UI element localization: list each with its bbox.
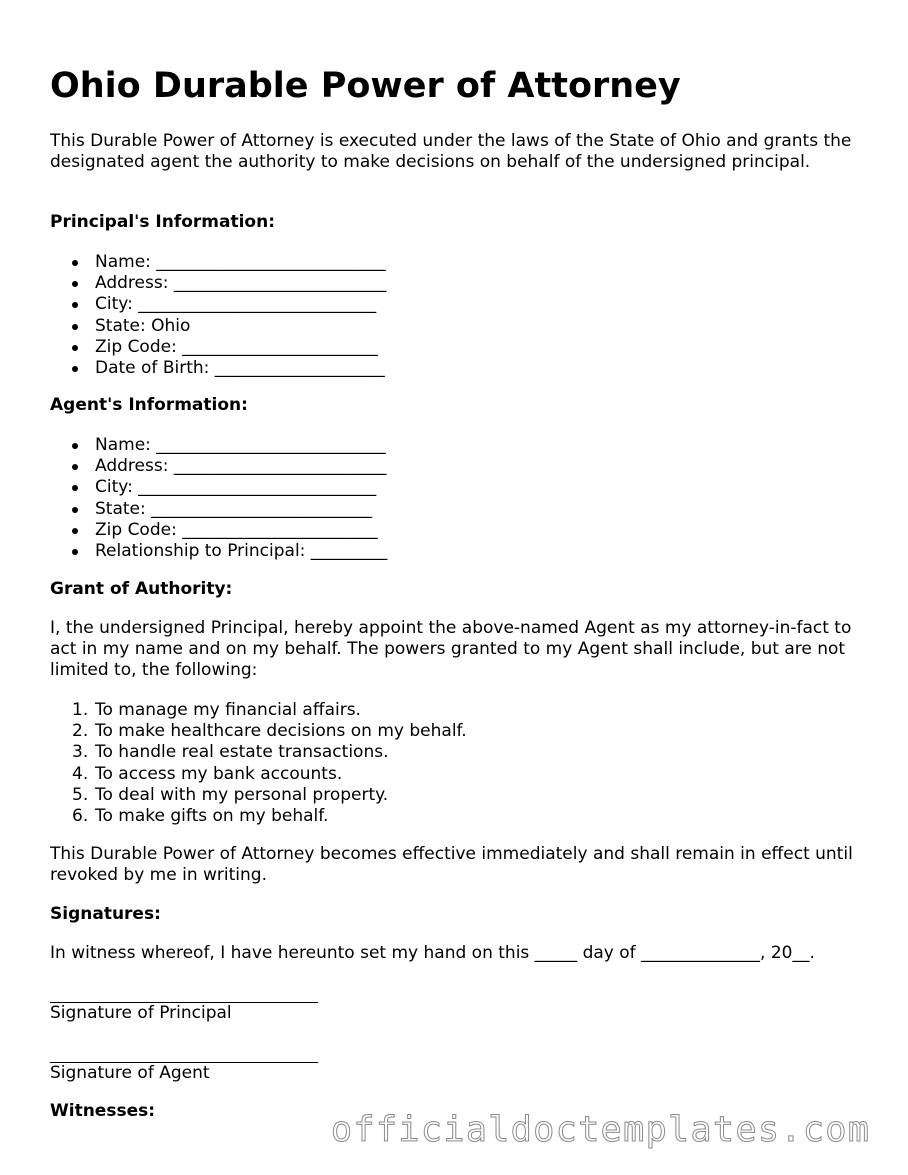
principal-address-field: Address: _________________________: [95, 273, 387, 294]
agent-info-list: [50, 435, 387, 562]
agent-state-field: State: __________________________: [95, 498, 373, 519]
power-text: To deal with my personal property.: [95, 784, 389, 805]
bullet-icon: [72, 260, 78, 266]
list-item: [50, 273, 386, 294]
principal-info-list: [50, 252, 386, 379]
list-item: [50, 700, 467, 721]
authority-heading: Grant of Authority:: [50, 579, 233, 599]
witness-statement: In witness whereof, I have hereunto set my hand on this _____ day of ______________, 20__.: [50, 943, 815, 963]
list-item: [50, 456, 387, 477]
agent-heading: Agent's Information:: [50, 395, 248, 415]
bullet-icon: [72, 281, 78, 287]
list-item: [50, 316, 386, 337]
list-number: 6.: [72, 806, 89, 827]
agent-name-field: Name: ___________________________: [95, 435, 386, 455]
principal-dob-field: Date of Birth: ____________________: [95, 358, 385, 379]
principal-name-field: Name: ___________________________: [95, 252, 386, 272]
authority-paragraph: I, the undersigned Principal, hereby appoint the above-named Agent as my attorney-in-fact to act in my name and on my behalf. The powers granted to my Agent shall include, but are not limited to, the following:: [50, 618, 852, 681]
signatures-heading: Signatures:: [50, 904, 161, 924]
principal-zip-field: Zip Code: _______________________: [95, 336, 378, 357]
document-title: Ohio Durable Power of Attorney: [50, 66, 681, 106]
power-text: To make gifts on my behalf.: [95, 806, 329, 827]
power-text: To make healthcare decisions on my behalf.: [95, 721, 467, 742]
list-number: 4.: [72, 763, 89, 784]
powers-list: [50, 700, 467, 827]
list-item: [50, 785, 467, 806]
intro-paragraph: This Durable Power of Attorney is executed under the laws of the State of Ohio and grants the designated agent the authority to make decisions on behalf of the undersigned principal.: [50, 131, 852, 173]
power-text: To manage my financial affairs.: [95, 700, 361, 720]
list-item: [50, 252, 386, 273]
agent-zip-field: Zip Code: _______________________: [95, 519, 378, 540]
bullet-icon: [72, 324, 78, 330]
principal-state-field: State: Ohio: [95, 315, 191, 336]
power-text: To handle real estate transactions.: [95, 742, 389, 763]
list-number: 1.: [72, 700, 89, 720]
bullet-icon: [72, 528, 78, 534]
watermark-text: officialdoctemplates.com: [331, 1110, 871, 1150]
list-number: 3.: [72, 742, 89, 763]
bullet-icon: [72, 464, 78, 470]
list-item: [50, 477, 387, 498]
bullet-icon: [72, 507, 78, 513]
agent-city-field: City: ____________________________: [95, 477, 377, 498]
effective-paragraph: This Durable Power of Attorney becomes effective immediately and shall remain in effect until revoked by me in writing.: [50, 844, 853, 886]
list-item: [50, 742, 467, 763]
bullet-icon: [72, 345, 78, 351]
bullet-icon: [72, 485, 78, 491]
witnesses-heading: Witnesses:: [50, 1101, 156, 1121]
principal-city-field: City: ____________________________: [95, 294, 377, 315]
list-item: [50, 541, 387, 562]
list-item: [50, 294, 386, 315]
list-item: [50, 358, 386, 379]
list-item: [50, 337, 386, 358]
agent-relationship-field: Relationship to Principal: _________: [95, 541, 388, 562]
agent-signature-label: Signature of Agent: [50, 1063, 210, 1083]
bullet-icon: [72, 366, 78, 372]
list-item: [50, 764, 467, 785]
list-item: [50, 520, 387, 541]
list-number: 2.: [72, 721, 89, 742]
bullet-icon: [72, 443, 78, 449]
bullet-icon: [72, 302, 78, 308]
power-text: To access my bank accounts.: [95, 763, 343, 784]
principal-heading: Principal's Information:: [50, 212, 275, 232]
list-item: [50, 806, 467, 827]
list-item: [50, 721, 467, 742]
bullet-icon: [72, 549, 78, 555]
list-item: [50, 435, 387, 456]
principal-signature-label: Signature of Principal: [50, 1003, 232, 1023]
list-item: [50, 499, 387, 520]
list-number: 5.: [72, 784, 89, 805]
agent-address-field: Address: _________________________: [95, 456, 387, 477]
